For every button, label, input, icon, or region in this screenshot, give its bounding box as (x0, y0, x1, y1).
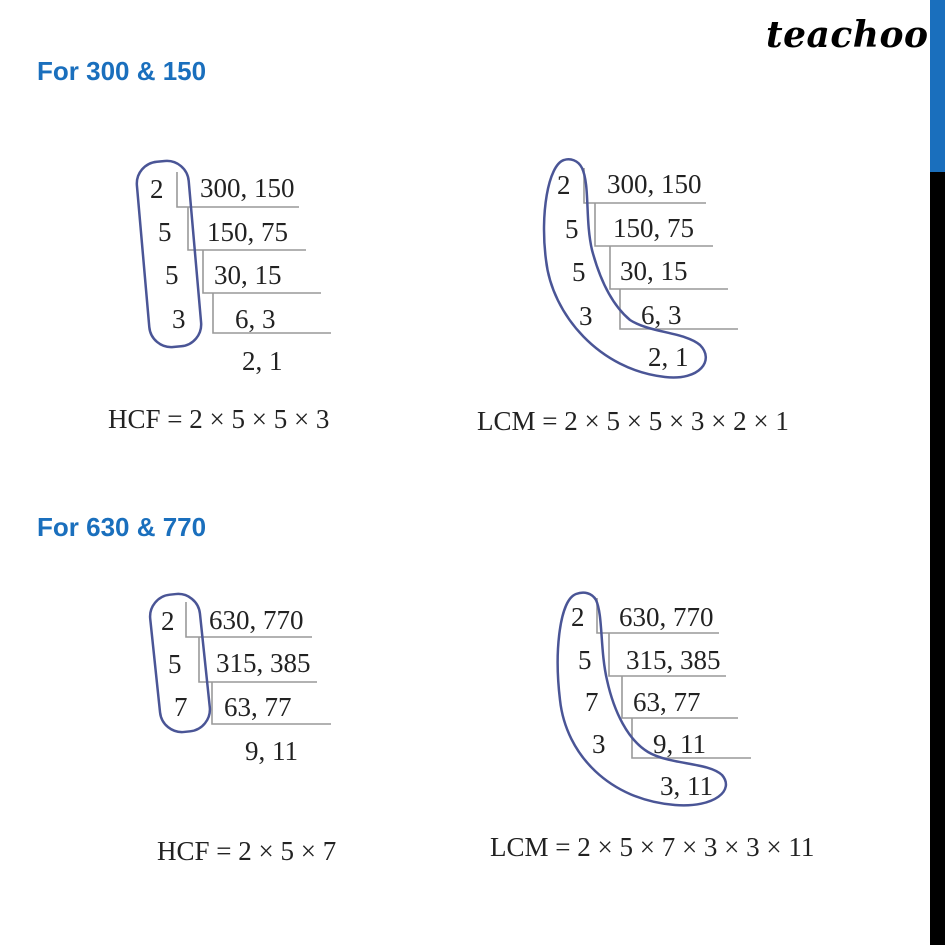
hcf-formula: HCF = 2 × 5 × 5 × 3 (108, 404, 330, 434)
hcf-dividend-row: 150, 75 (207, 217, 288, 247)
lcm-dividend-row: 150, 75 (613, 213, 694, 243)
lcm-formula: LCM = 2 × 5 × 7 × 3 × 3 × 11 (490, 832, 815, 862)
lcm-divisor: 5 (565, 214, 579, 244)
section-2-heading: For 630 & 770 (37, 512, 207, 542)
hcf-dividend-row: 6, 3 (235, 304, 276, 334)
hcf-divisor: 5 (158, 217, 172, 247)
hcf-divisor: 2 (161, 606, 175, 636)
lcm-divisor: 7 (585, 687, 599, 717)
lcm-divisor: 5 (572, 257, 586, 287)
hcf-divisor: 5 (165, 260, 179, 290)
hcf-highlight-loop (135, 159, 203, 349)
hcf-divisor: 5 (168, 649, 182, 679)
lcm-remainder: 2, 1 (648, 342, 689, 372)
hcf-remainder: 9, 11 (245, 736, 298, 766)
hcf-divisor: 3 (172, 304, 186, 334)
hcf-division-300-150 (135, 159, 331, 376)
hcf-dividend-row: 630, 770 (209, 605, 304, 635)
lcm-division-300-150 (544, 159, 738, 377)
hcf-remainder: 2, 1 (242, 346, 283, 376)
lcm-divisor: 2 (571, 602, 585, 632)
hcf-dividend-row: 30, 15 (214, 260, 282, 290)
lcm-divisor: 5 (578, 645, 592, 675)
hcf-dividend-row: 315, 385 (216, 648, 311, 678)
lcm-dividend-row: 63, 77 (633, 687, 701, 717)
hcf-division-630-770 (148, 592, 331, 766)
lcm-dividend-row: 300, 150 (607, 169, 702, 199)
lcm-formula: LCM = 2 × 5 × 5 × 3 × 2 × 1 (477, 406, 789, 436)
lcm-divisor: 3 (592, 729, 606, 759)
lcm-dividend-row: 630, 770 (619, 602, 714, 632)
lcm-divisor: 2 (557, 170, 571, 200)
hcf-dividend-row: 63, 77 (224, 692, 292, 722)
lcm-division-630-770 (558, 593, 751, 806)
teachoo-logo: teachoo (766, 14, 929, 56)
lcm-dividend-row: 6, 3 (641, 300, 682, 330)
hcf-divisor: 7 (174, 692, 188, 722)
section-1-heading: For 300 & 150 (37, 56, 207, 86)
hcf-formula: HCF = 2 × 5 × 7 (157, 836, 337, 866)
lcm-divisor: 3 (579, 301, 593, 331)
lcm-dividend-row: 315, 385 (626, 645, 721, 675)
hcf-dividend-row: 300, 150 (200, 173, 295, 203)
lcm-remainder: 3, 11 (660, 771, 713, 801)
lcm-dividend-row: 30, 15 (620, 256, 688, 286)
lcm-dividend-row: 9, 11 (653, 729, 706, 759)
hcf-divisor: 2 (150, 174, 164, 204)
